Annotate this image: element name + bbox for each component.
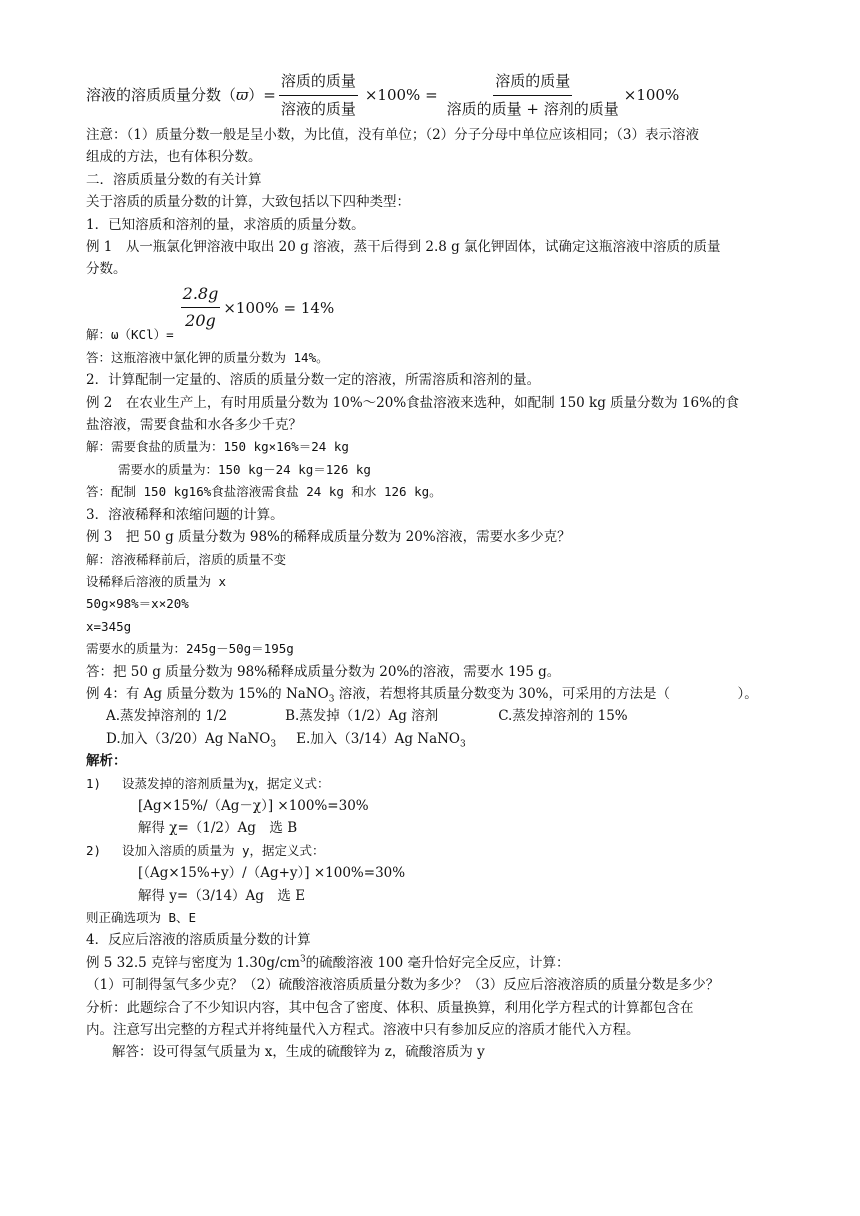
example-4-choices-row-1 (86, 705, 786, 727)
example-1-fraction-denominator: 20g (185, 311, 216, 331)
step-2-number: 2) (86, 842, 102, 858)
example-1-line-2: 分数。 (86, 261, 127, 278)
example-1-solution-formula (178, 283, 335, 333)
fraction-1-denominator: 溶液的质量 (280, 99, 356, 118)
example-4-step-2-equation: [（Ag×15%+y）/（Ag+y）] ×100%=30% (138, 865, 406, 882)
choice-a: A.蒸发掉溶剂的 1/2 (106, 708, 228, 725)
step-1-text: 设蒸发掉的溶剂质量为χ，据定义式： (122, 775, 330, 791)
choice-d-text: D.加入（3/20）Ag NaNO (106, 730, 271, 747)
example-4-step-1 (86, 773, 786, 795)
example-4-step-1-equation: [Ag×15%/（Ag－χ）] ×100%=30% (138, 797, 369, 814)
example-1-solution (86, 283, 786, 347)
note-line-1: 注意：（1）质量分数一般是呈小数，为比值，没有单位；（2）分子分母中单位应该相同；（3）表示溶液 (86, 127, 700, 143)
formula-times-1: ×100% = (364, 85, 438, 104)
choice-c: C.蒸发掉溶剂的 15% (498, 708, 628, 725)
example-3-answer: 答：把 50 g 质量分数为 98%稀释成质量分数为 20%的溶液，需要水 195 g。 (86, 663, 561, 680)
formula-fraction-2 (445, 70, 621, 120)
example-1-line-1: 例 1 从一瓶氯化钾溶液中取出 20 g 溶液，蒸干后得到 2.8 g 氯化钾固体，试确定这瓶溶液中溶质的质量 (86, 239, 721, 256)
step-2-text: 设加入溶质的质量为 y，据定义式： (122, 842, 325, 858)
example-5-solution: 解答：设可得氢气质量为 x，生成的硫酸锌为 z，硫酸溶质为 y (112, 1044, 485, 1061)
example-4-question-b: 溶液，若想将其质量分数变为 30%，可采用的方法是（ ）。 (334, 685, 758, 702)
example-4-question (86, 683, 786, 705)
type-3-title: 3．溶液稀释和浓缩问题的计算。 (86, 506, 284, 523)
example-1-solution-label: 解：ω（KCl）= (86, 327, 174, 343)
example-3-step-4: x=345g (86, 618, 132, 634)
example-2-solution-2: 需要水的质量为：150 kg－24 kg＝126 kg (118, 461, 371, 477)
document-page (86, 70, 786, 1064)
example-4-step-2-result: 解得 y=（3/14）Ag 选 E (138, 887, 306, 904)
note-line-2: 组成的方法，也有体积分数。 (86, 149, 262, 166)
choice-e-sub: 3 (460, 739, 466, 750)
example-3-step-3: 50g×98%＝x×20% (86, 596, 189, 612)
example-5-analysis-1: 分析：此题综合了不少知识内容，其中包含了密度、体积、质量换算，利用化学方程式的计算都包含在 (86, 999, 694, 1016)
formula-lhs: 溶液的溶质质量分数（ (86, 85, 237, 104)
example-2-solution-1: 解：需要食盐的质量为：150 kg×16%＝24 kg (86, 439, 349, 455)
example-1-fraction (181, 283, 221, 333)
example-3-line-1: 例 3 把 50 g 质量分数为 98%的稀释成质量分数为 20%溶液，需要水多少克？ (86, 529, 571, 546)
fraction-2-denominator: 溶质的质量 + 溶剂的质量 (446, 99, 619, 118)
example-5-text-a: 例 5 32.5 克锌与密度为 1.30g/cm (86, 954, 300, 971)
example-4-analysis-label: 解析： (86, 753, 127, 770)
example-3-step-2: 设稀释后溶液的质量为 x (86, 573, 227, 589)
section-2-intro: 关于溶质的质量分数的计算，大致包括以下四种类型： (86, 194, 410, 211)
example-1-answer: 答：这瓶溶液中氯化钾的质量分数为 14%。 (86, 349, 329, 365)
type-4-title: 4．反应后溶液的溶质质量分数的计算 (86, 932, 311, 949)
example-5-questions: （1）可制得氢气多少克？（2）硫酸溶液溶质质量分数为多少？（3）反应后溶液溶质的质量分数是多少？ (86, 977, 720, 994)
example-2-line-1: 例 2 在农业生产上，有时用质量分数为 10%～20%食盐溶液来选种，如配制 150 kg 质量分数为 16%的食 (86, 394, 739, 411)
step-1-number: 1) (86, 775, 102, 791)
choice-e-text: E.加入（3/14）Ag NaNO (296, 730, 460, 747)
choice-d (106, 728, 276, 750)
example-3-step-1: 解：溶液稀释前后，溶质的质量不变 (86, 551, 287, 567)
formula-fraction-1 (279, 70, 358, 120)
example-4-question-a: 例 4：有 Ag 质量分数为 15%的 NaNO (86, 685, 329, 702)
example-5-analysis-2: 内。注意写出完整的方程式并将纯量代入方程式。溶液中只有参加反应的溶质才能代入方程。 (86, 1022, 640, 1039)
example-4-step-2 (86, 840, 786, 862)
example-5-line-1 (86, 952, 786, 974)
choice-b: B.蒸发掉（1/2）Ag 溶剂 (285, 708, 439, 725)
example-5-text-b: 的硫酸溶液 100 毫升恰好完全反应，计算： (305, 954, 570, 971)
fraction-2-numerator: 溶质的质量 (493, 70, 572, 95)
example-3-step-5: 需要水的质量为：245g－50g＝195g (86, 641, 294, 657)
example-5-sup: 3 (299, 954, 306, 965)
mass-fraction-formula (86, 70, 786, 120)
example-2-line-2: 盐溶液，需要食盐和水各多少千克？ (86, 417, 302, 434)
example-4-choices-row-2 (86, 728, 786, 750)
fraction-1-numerator: 溶质的质量 (279, 70, 358, 95)
example-4-step-1-result: 解得 χ=（1/2）Ag 选 B (138, 820, 298, 837)
example-2-answer: 答：配制 150 kg16%食盐溶液需食盐 24 kg 和水 126 kg。 (86, 484, 442, 500)
choice-d-sub: 3 (270, 739, 277, 750)
formula-lhs-close: ）= (248, 85, 276, 104)
example-4-question-sub: 3 (328, 694, 335, 705)
formula-omega: ϖ (236, 85, 249, 104)
section-2-title: 二．溶质质量分数的有关计算 (86, 171, 262, 188)
type-1-title: 1．已知溶质和溶剂的量，求溶质的质量分数。 (86, 216, 365, 233)
example-1-fraction-tail: ×100% = 14% (223, 298, 335, 317)
type-2-title: 2．计算配制一定量的、溶质的质量分数一定的溶液，所需溶质和溶剂的量。 (86, 372, 541, 389)
formula-times-2: ×100% (623, 85, 680, 104)
example-1-fraction-numerator: 2.8g (181, 283, 221, 308)
choice-e (296, 728, 466, 750)
example-4-conclusion: 则正确选项为 B、E (86, 910, 197, 925)
